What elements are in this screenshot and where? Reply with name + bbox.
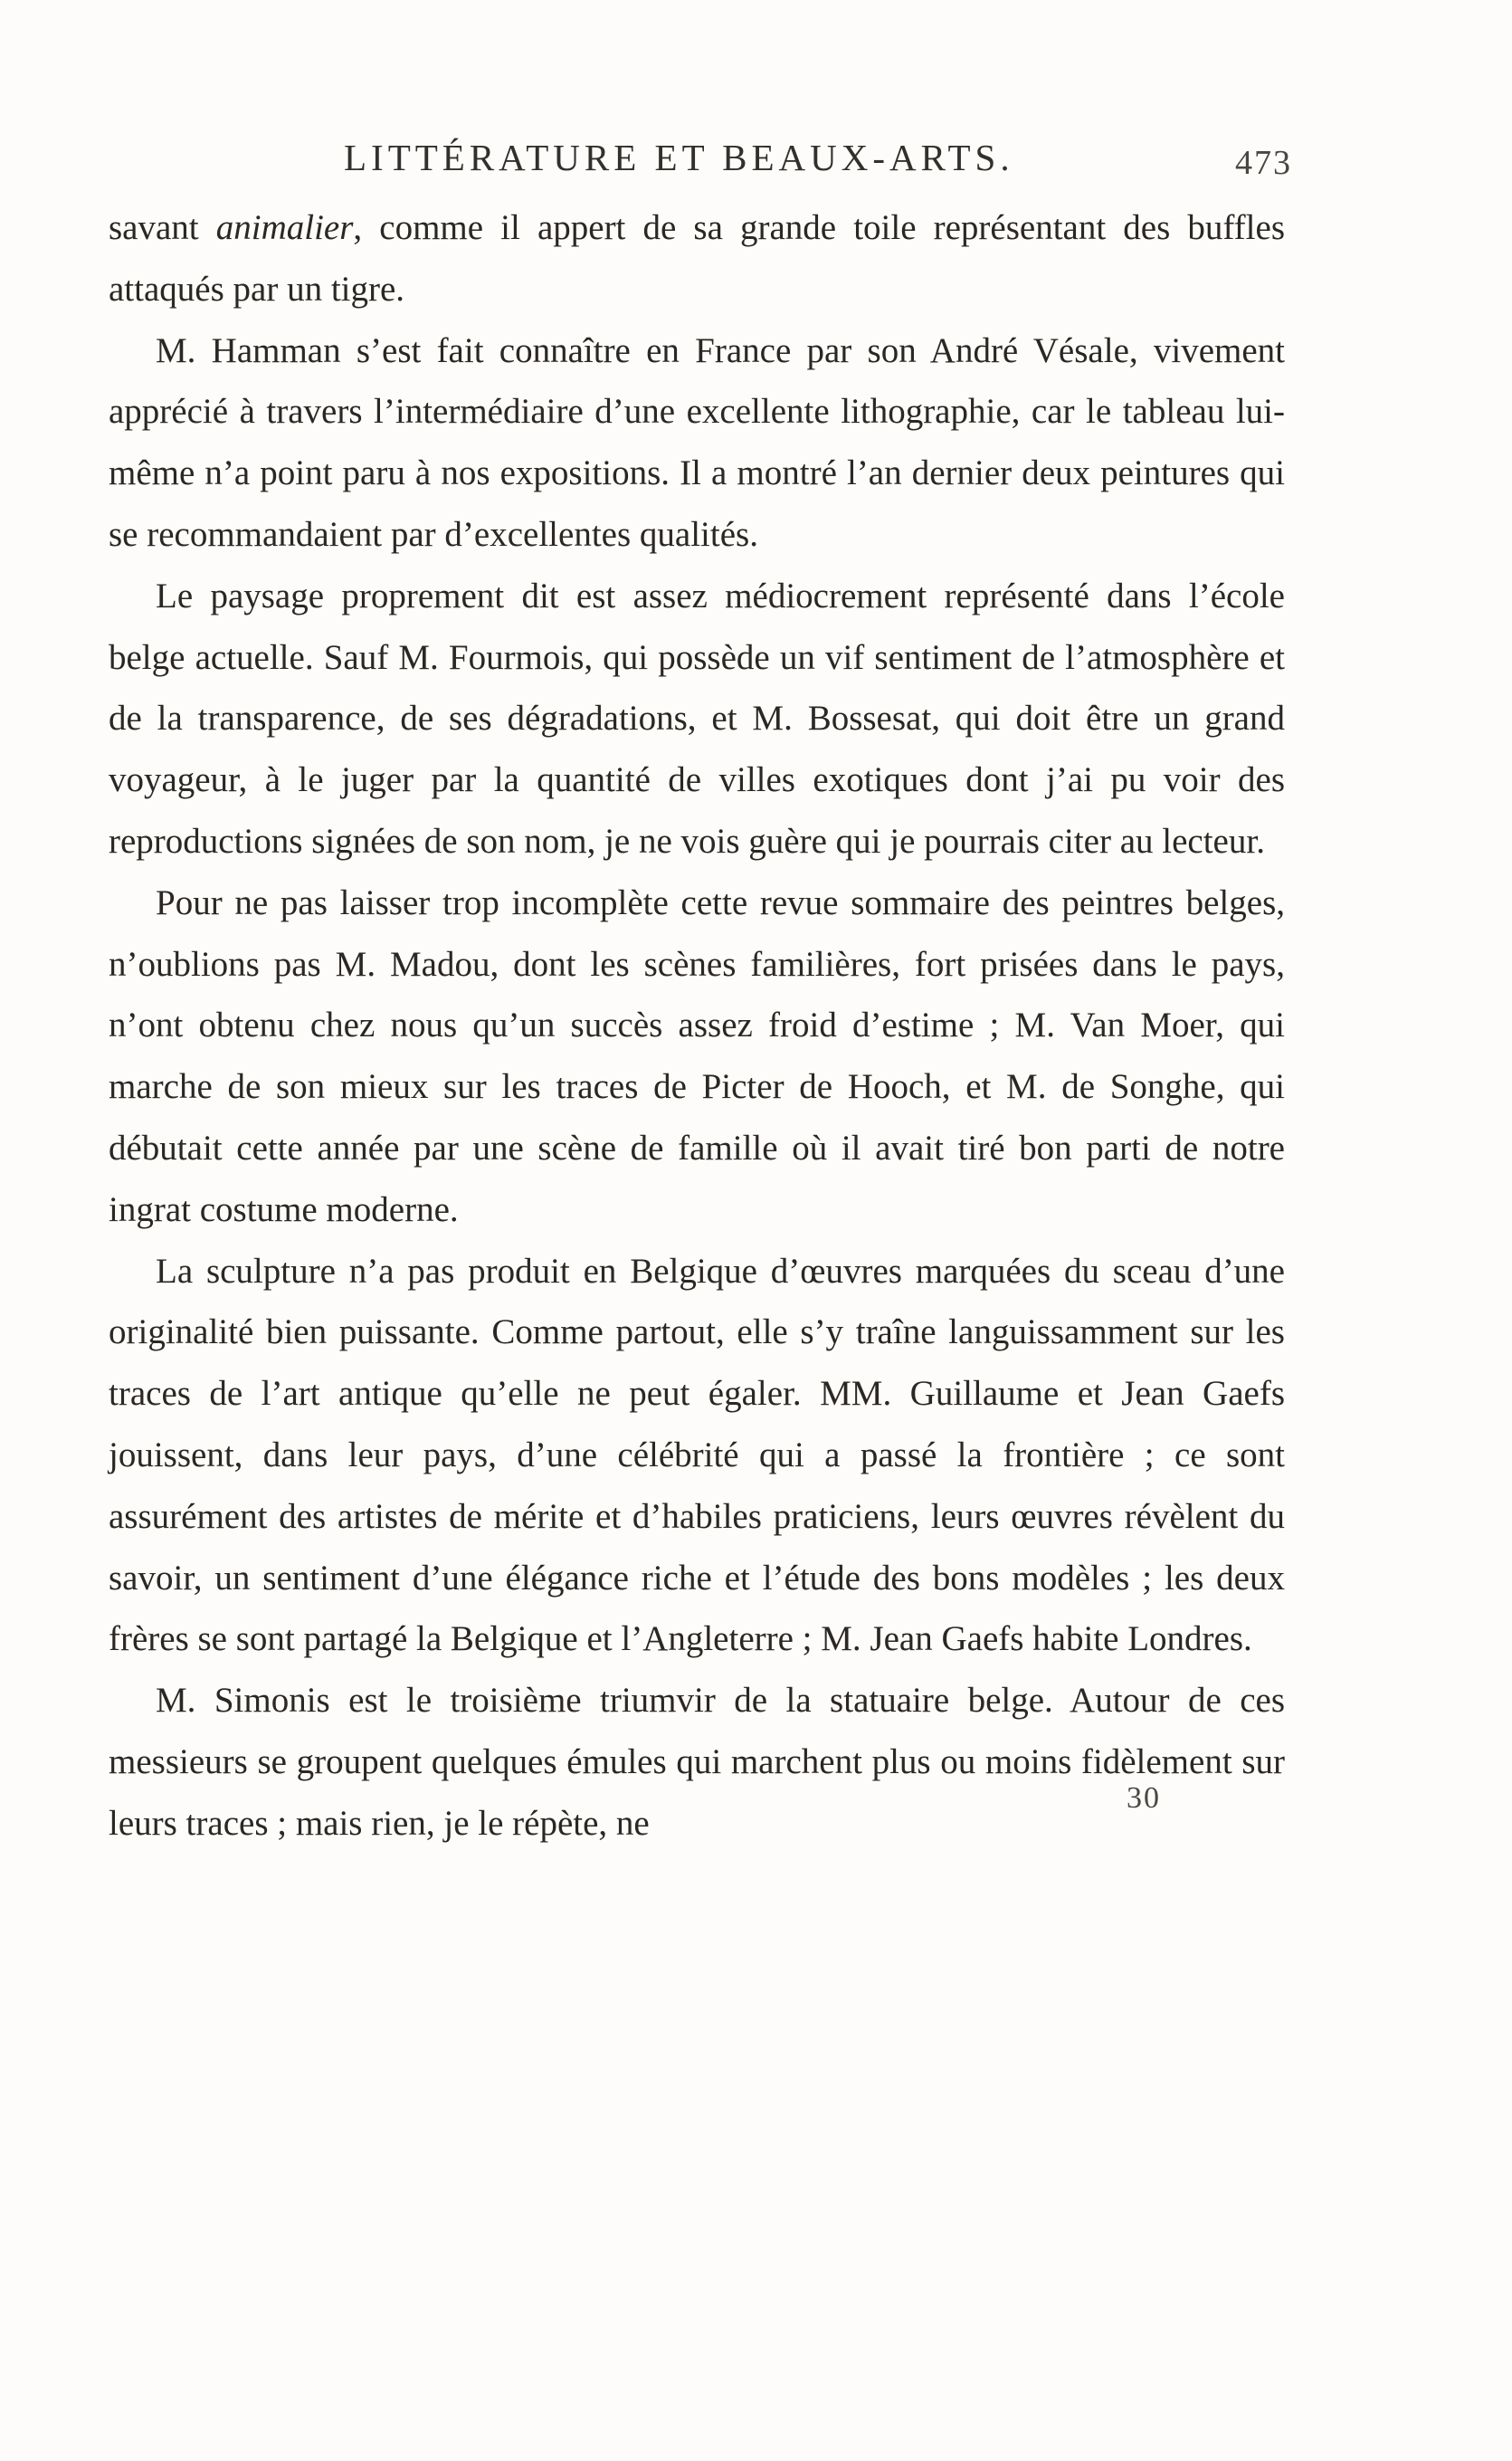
signature-mark: 30 <box>1127 1781 1161 1815</box>
paragraph-4: Pour ne pas laisser trop incomplète cette revue sommaire des peintres belges, n’oublions pas M. Madou, dont les scènes familières, fort prisées dans le pays, n’ont obtenu chez nous qu’un succès assez froid d’estime ; M. Van Moer, qui marche de son mieux sur les traces de Picter de Hooch, et M. de Songhe, qui débutait cette année par une scène de famille où il avait tiré bon parti de notre ingrat costume moderne. <box>109 882 1285 1229</box>
running-header: LITTÉRATURE ET BEAUX-ARTS. <box>344 137 1014 178</box>
paragraph-2: M. Hamman s’est fait connaître en France par son André Vésale, vivement apprécié à travers l’intermédiaire d’une excellente lithographie, car le tableau lui-même n’a point paru à nos expositions. Il a montré l’an dernier deux peintures qui se recommandaient par d’excellentes qualités. <box>109 330 1285 554</box>
page-number: 473 <box>1235 144 1292 182</box>
paragraph-1 <box>109 197 1285 320</box>
paragraph-1-end: , comme il appert de sa grande toile représentant des buffles attaqués par un tigre. <box>109 208 1285 309</box>
emphasis-animalier: animalier <box>215 208 354 247</box>
paragraph-6: M. Simonis est le troisième triumvir de la statuaire belge. Autour de ces messieurs se groupent quelques émules qui marchent plus ou moins fidèlement sur leurs traces ; mais rien, je le répète, ne <box>109 1681 1285 1843</box>
paragraph-5: La sculpture n’a pas produit en Belgique d’œuvres marquées du sceau d’une originalité bien puissante. Comme partout, elle s’y traîne languissamment sur les traces de l’art antique qu’elle ne peut égaler. MM. Guillaume et Jean Gaefs jouissent, dans leur pays, d’une célébrité qui a passé la frontière ; ce sont assurément des artistes de mérite et d’habiles praticiens, leurs œuvres révèlent du savoir, un sentiment d’une élégance riche et l’étude des bons modèles ; les deux frères se sont partagé la Belgique et l’Angleterre ; M. Jean Gaefs habite Londres. <box>109 1251 1285 1659</box>
body-text <box>109 197 1285 1855</box>
paragraph-3: Le paysage proprement dit est assez médiocrement représenté dans l’école belge actuelle. Sauf M. Fourmois, qui possède un vif sentiment de l’atmosphère et de la transparence, de ses dégradations, et M. Bossesat, qui doit être un grand voyageur, à le juger par la quantité de villes exotiques dont j’ai pu voir des reproductions signées de son nom, je ne vois guère qui je pourrais citer au lecteur. <box>109 576 1285 861</box>
paragraph-1-start: savant <box>109 208 216 247</box>
